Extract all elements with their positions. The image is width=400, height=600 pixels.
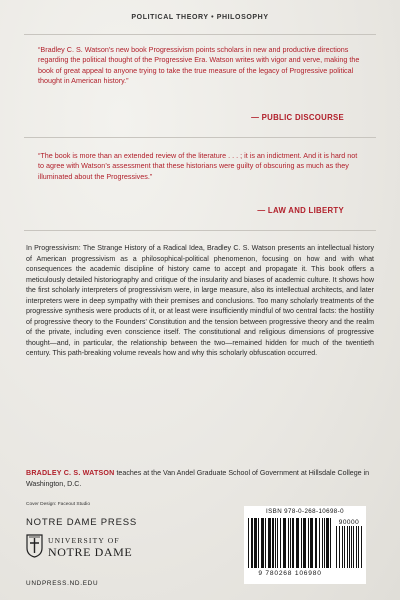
barcode-bar bbox=[356, 526, 357, 568]
barcode-bar bbox=[251, 518, 253, 568]
barcode-bar bbox=[361, 526, 362, 568]
barcode-bar bbox=[292, 518, 294, 568]
barcode-bar bbox=[339, 526, 340, 568]
review-quote-1: “Bradley C. S. Watson’s new book Progressivism points scholars in new and productive directions regarding the political thought of the Progressive Era. Watson writes with vigor and verve, making the book of great appeal to anyone trying to take the true measure of the legacy of Progressive political thought in American history.” bbox=[38, 45, 360, 86]
author-bio bbox=[26, 468, 374, 489]
university-logo bbox=[26, 534, 146, 564]
university-line-2: NOTRE DAME bbox=[48, 545, 133, 559]
barcode-bar bbox=[353, 526, 354, 568]
university-line-1: UNIVERSITY OF bbox=[48, 536, 120, 545]
addon-number: 90000 bbox=[338, 519, 360, 526]
barcode-bar bbox=[349, 526, 350, 568]
publisher-url: UNDPRESS.ND.EDU bbox=[26, 580, 99, 587]
barcode-bar bbox=[261, 518, 264, 568]
barcode-bar bbox=[268, 518, 271, 568]
author-name: BRADLEY C. S. WATSON bbox=[26, 469, 115, 477]
barcode-bar bbox=[248, 518, 249, 568]
review-attribution-1: — PUBLIC DISCOURSE bbox=[251, 113, 344, 122]
review-quote-2: “The book is more than an extended review of the literature . . . ; it is an indictment. And it is hard not to agree with Watson’s assessment that these historians were guilty of obscuring as much as they illuminated about the Progressives.” bbox=[38, 151, 358, 181]
barcode-bar bbox=[275, 518, 276, 568]
book-description: In Progressivism: The Strange History of a Radical Idea, Bradley C. S. Watson presents an intellectual history of American progressivism as a philosophical-political phenomenon, focusing on how and with what consequences the academic discipline of history came to accept and propagate it. This book offers a meticulously detailed historiography and critique of the insularity and biases of academic culture. It shows how the first scholarly interpreters of progressivism were, in large measure, also its intellectual architects, and later interpreters were in deep sympathy with their premises and conclusions. Too many scholarly treatments of the progressive synthesis were products of it, or at least were insufficiently mindful of two central facts: the hostility of progressive theory to the Founders’ Constitution and the tension between progressive theory and the realm of the private, including even conscience itself. The constitutional and religious dimensions of progressive thought—and, in particular, the relationship between the two—remained hidden for much of the twentieth century. This path-breaking volume reveals how and why this scholarly obfuscation occurred. bbox=[26, 244, 374, 357]
barcode-bar bbox=[265, 518, 266, 568]
barcode-bar bbox=[301, 518, 302, 568]
barcode-bar bbox=[336, 526, 337, 568]
barcode-bar bbox=[290, 518, 291, 568]
divider bbox=[24, 137, 376, 138]
barcode-bar bbox=[288, 518, 289, 568]
publisher-name: NOTRE DAME PRESS bbox=[26, 517, 137, 528]
review-attribution-2: — LAW AND LIBERTY bbox=[257, 206, 344, 215]
barcode-bar bbox=[283, 518, 286, 568]
isbn-label: ISBN 978-0-268-10698-0 bbox=[266, 508, 344, 515]
shield-icon bbox=[26, 534, 43, 558]
ean-number: 9 780268 106980 bbox=[258, 570, 322, 577]
barcode-bar bbox=[277, 518, 278, 568]
barcode-addon bbox=[336, 526, 362, 568]
barcode-bar bbox=[344, 526, 345, 568]
barcode-bar bbox=[272, 518, 274, 568]
barcode-bar bbox=[358, 526, 359, 568]
barcode-bar bbox=[296, 518, 299, 568]
barcode-bar bbox=[347, 526, 348, 568]
barcode-bar bbox=[258, 518, 259, 568]
barcode-bar bbox=[326, 518, 329, 568]
barcode-bar bbox=[322, 518, 323, 568]
barcode-bar bbox=[330, 518, 331, 568]
category-label: POLITICAL THEORY • PHILOSOPHY bbox=[131, 14, 269, 21]
divider bbox=[24, 34, 376, 35]
barcode-bar bbox=[324, 518, 325, 568]
barcode-bar bbox=[303, 518, 306, 568]
divider bbox=[24, 230, 376, 231]
author-bio-text: teaches at the Van Andel Graduate School of Government at Hillsdale College in Washington, D.C. bbox=[26, 469, 370, 488]
barcode-bar bbox=[319, 518, 320, 568]
barcode-bar bbox=[310, 518, 313, 568]
barcode-bar bbox=[280, 518, 281, 568]
barcode-main bbox=[248, 518, 332, 568]
barcode-bar bbox=[342, 526, 343, 568]
barcode-bar bbox=[254, 518, 257, 568]
barcode-bar bbox=[351, 526, 352, 568]
barcode-bar bbox=[315, 518, 317, 568]
barcode-bar bbox=[308, 518, 309, 568]
cover-design-credit: Cover Design: Faceout Studio bbox=[26, 502, 90, 507]
